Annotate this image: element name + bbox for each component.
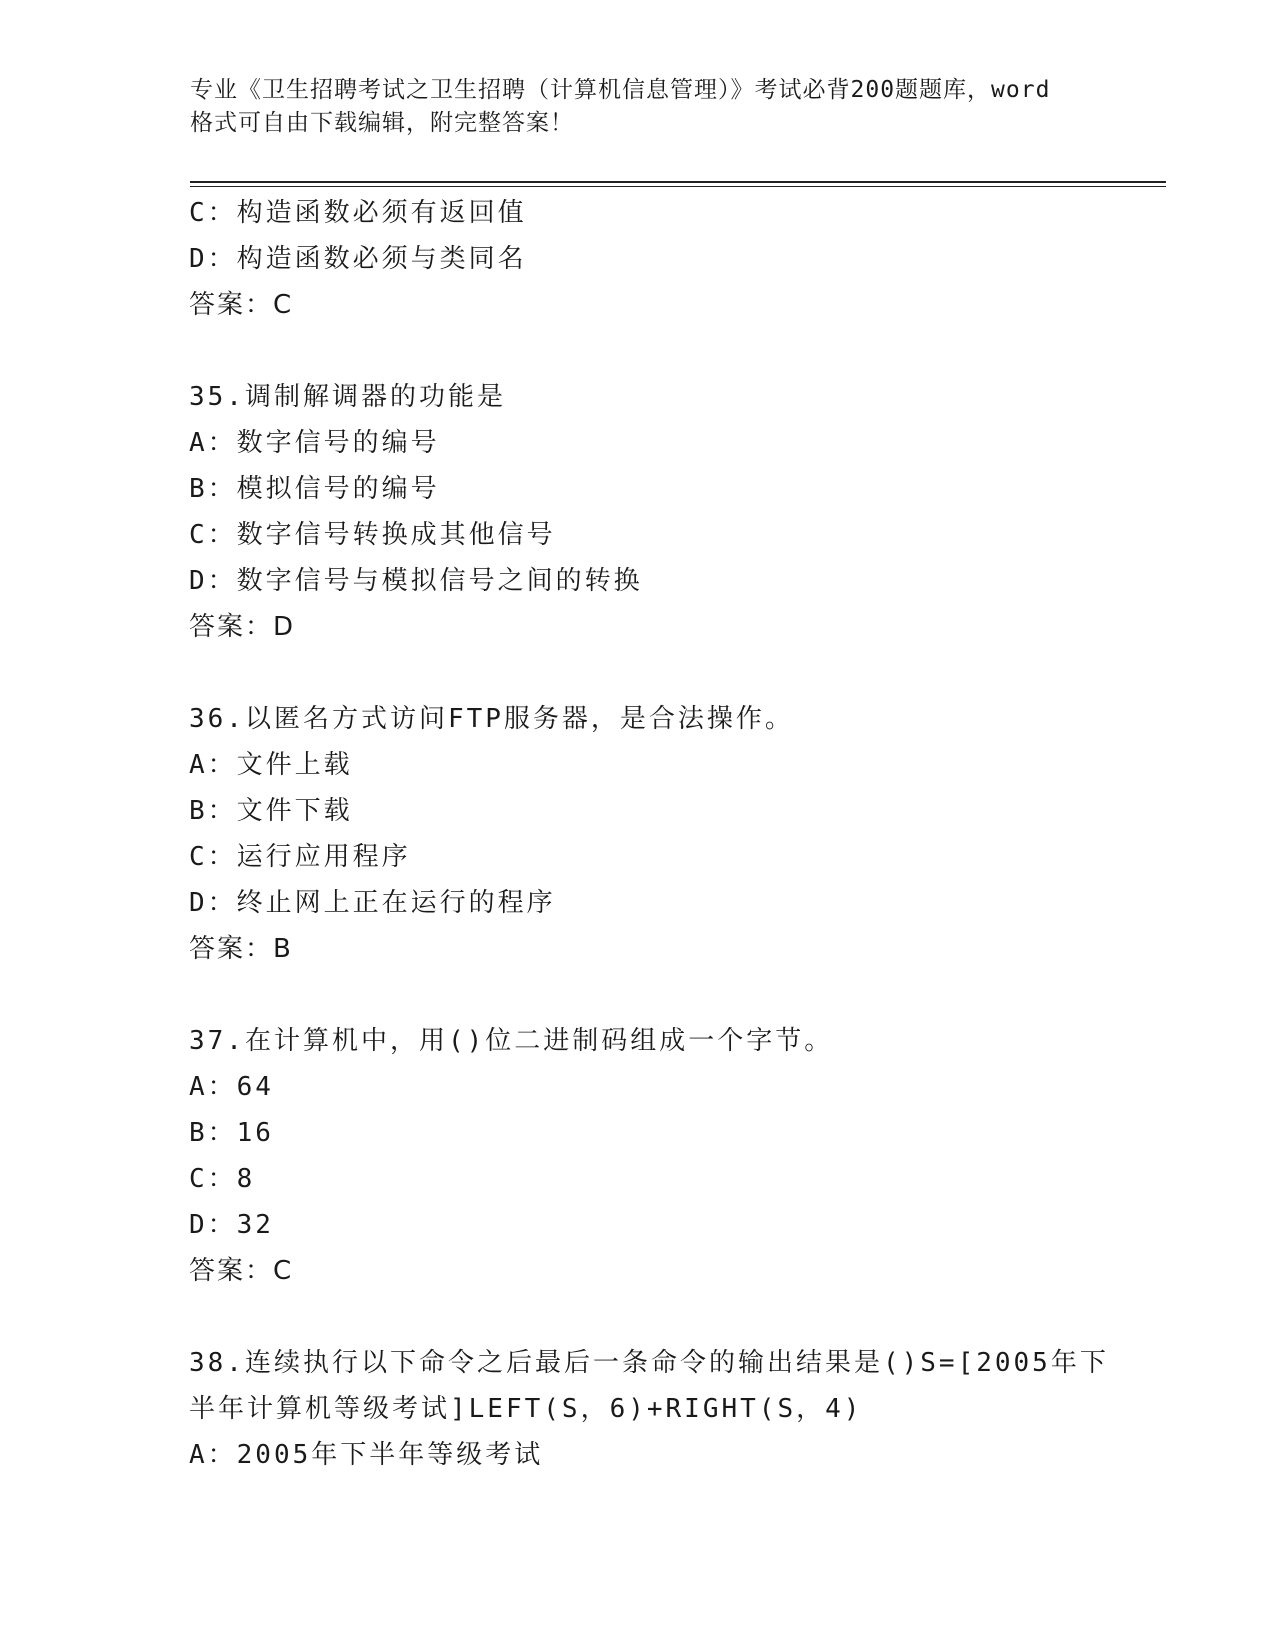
- option-d: D：32: [189, 1210, 274, 1240]
- question-text-line-2: 半年计算机等级考试]LEFT(S，6)+RIGHT(S，4): [189, 1394, 863, 1424]
- question-35: [189, 374, 1149, 650]
- question-38: [189, 1340, 1149, 1478]
- document-header: [190, 74, 1110, 140]
- question-text: 35.调制解调器的功能是: [189, 382, 506, 412]
- header-rule-thick: [190, 181, 1166, 183]
- option-d: D：构造函数必须与类同名: [189, 244, 527, 274]
- header-rule-thin: [190, 186, 1166, 187]
- option-c: C：数字信号转换成其他信号: [189, 520, 556, 550]
- option-a: A：数字信号的编号: [189, 428, 440, 458]
- question-text-line-1: 38.连续执行以下命令之后最后一条命令的输出结果是()S=[2005年下: [189, 1348, 1109, 1378]
- spacer: [189, 328, 1149, 374]
- option-c: C：8: [189, 1164, 256, 1194]
- answer-line: 答案：D: [189, 612, 296, 642]
- spacer: [189, 972, 1149, 1018]
- option-c: C：运行应用程序: [189, 842, 411, 872]
- option-d: D：终止网上正在运行的程序: [189, 888, 556, 918]
- spacer: [189, 1294, 1149, 1340]
- option-b: B：文件下载: [189, 796, 353, 826]
- question-list: [189, 190, 1149, 1478]
- option-a: A：文件上载: [189, 750, 353, 780]
- header-line-2: 格式可自由下载编辑，附完整答案！: [190, 110, 574, 136]
- option-a: A：2005年下半年等级考试: [189, 1440, 544, 1470]
- answer-line: 答案：B: [189, 934, 293, 964]
- question-36: [189, 696, 1149, 972]
- option-b: B：16: [189, 1118, 274, 1148]
- question-37: [189, 1018, 1149, 1294]
- answer-line: 答案：C: [189, 1256, 294, 1286]
- answer-line: 答案：C: [189, 290, 294, 320]
- question-34-tail: [189, 190, 1149, 328]
- option-d: D：数字信号与模拟信号之间的转换: [189, 566, 643, 596]
- header-line-1: 专业《卫生招聘考试之卫生招聘（计算机信息管理）》考试必背200题题库，word: [190, 77, 1051, 103]
- option-c: C：构造函数必须有返回值: [189, 198, 527, 228]
- option-a: A：64: [189, 1072, 274, 1102]
- spacer: [189, 650, 1149, 696]
- question-text: 37.在计算机中，用()位二进制码组成一个字节。: [189, 1026, 834, 1056]
- option-b: B：模拟信号的编号: [189, 474, 440, 504]
- question-text: 36.以匿名方式访问FTP服务器，是合法操作。: [189, 704, 794, 734]
